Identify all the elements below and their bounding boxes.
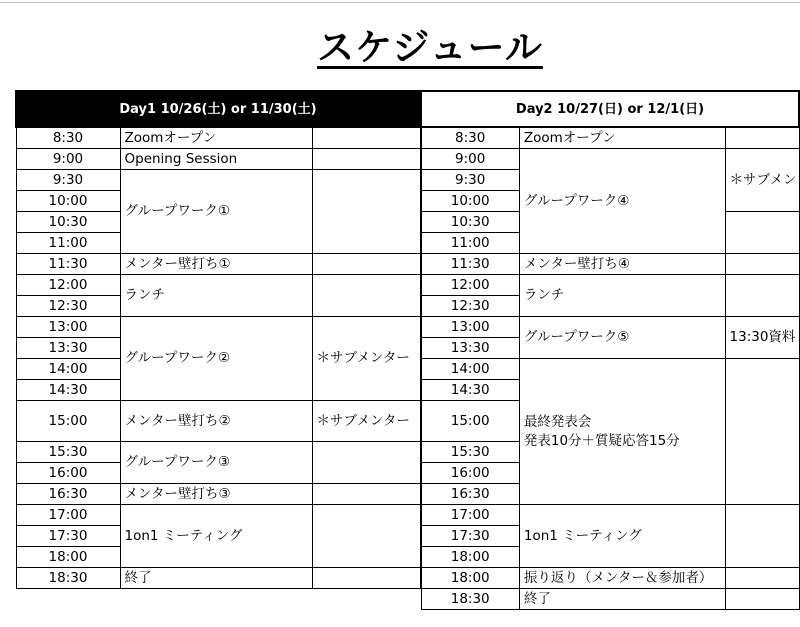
time-cell: 11:00	[16, 233, 120, 254]
event-opening-session: Opening Session	[120, 149, 312, 170]
time-cell: 10:30	[16, 212, 120, 233]
note-cell	[725, 212, 799, 254]
note-cell	[312, 170, 420, 254]
time-cell: 9:30	[16, 170, 120, 191]
event-end: 終了	[120, 568, 312, 589]
event-final-presentation	[519, 359, 725, 505]
event-zoom-open: Zoomオープン	[519, 127, 725, 149]
time-cell: 15:00	[421, 401, 519, 442]
event-one-on-one: 1on1 ミーティング	[120, 505, 312, 568]
event-one-on-one: 1on1 ミーティング	[519, 505, 725, 568]
table-row	[421, 127, 799, 149]
time-cell: 15:00	[16, 401, 120, 442]
day2-header-row	[421, 91, 799, 127]
note-cell	[725, 127, 799, 149]
time-cell: 18:00	[16, 547, 120, 568]
time-cell: 15:30	[421, 442, 519, 463]
event-group-work-5: グループワーク⑤	[519, 317, 725, 359]
time-cell: 13:00	[421, 317, 519, 338]
table-row	[16, 254, 420, 275]
page-title: スケジュール	[317, 26, 543, 69]
time-cell: 17:00	[421, 505, 519, 526]
time-cell: 16:00	[16, 463, 120, 484]
sub-mentor-note: ＊サブメンター	[312, 401, 420, 442]
note-cell	[725, 359, 799, 505]
event-lunch: ランチ	[519, 275, 725, 317]
time-cell: 17:30	[421, 526, 519, 547]
time-cell: 9:30	[421, 170, 519, 191]
time-cell: 15:30	[16, 442, 120, 463]
time-cell: 17:30	[16, 526, 120, 547]
final-presentation-detail: 発表10分＋質疑応答15分	[523, 432, 680, 449]
note-cell	[312, 442, 420, 484]
table-row	[16, 149, 420, 170]
time-cell: 14:30	[16, 380, 120, 401]
time-cell: 18:00	[421, 568, 519, 589]
time-cell: 12:30	[16, 296, 120, 317]
time-cell: 18:30	[421, 589, 519, 610]
time-cell: 16:00	[421, 463, 519, 484]
table-row	[421, 317, 799, 338]
table-row	[421, 149, 799, 170]
day1-header: Day1 10/26(土) or 11/30(土)	[16, 91, 420, 127]
note-cell	[725, 589, 799, 610]
day2-header: Day2 10/27(日) or 12/1(日)	[421, 91, 799, 127]
table-row	[16, 442, 420, 463]
time-cell: 16:30	[421, 484, 519, 505]
table-row	[16, 401, 420, 442]
sub-mentor-note: ＊サブメンター	[312, 317, 420, 401]
table-row	[421, 589, 799, 610]
table-row	[421, 505, 799, 526]
time-cell: 14:30	[421, 380, 519, 401]
table-row	[16, 568, 420, 589]
event-mentor-3: メンター壁打ち③	[120, 484, 312, 505]
table-row	[421, 254, 799, 275]
note-cell	[312, 568, 420, 589]
time-cell: 12:00	[421, 275, 519, 296]
time-cell: 14:00	[16, 359, 120, 380]
day1-header-row	[16, 91, 420, 127]
note-cell	[312, 127, 420, 149]
time-cell: 12:30	[421, 296, 519, 317]
table-row	[16, 505, 420, 526]
time-cell: 11:00	[421, 233, 519, 254]
event-mentor-4: メンター壁打ち④	[519, 254, 725, 275]
time-cell: 17:00	[16, 505, 120, 526]
sub-mentor-note: ＊サブメン	[725, 149, 799, 212]
note-cell	[312, 149, 420, 170]
time-cell: 8:30	[421, 127, 519, 149]
event-mentor-2: メンター壁打ち②	[120, 401, 312, 442]
time-cell: 10:00	[16, 191, 120, 212]
event-end: 終了	[519, 589, 725, 610]
time-cell: 18:30	[16, 568, 120, 589]
time-cell: 12:00	[16, 275, 120, 296]
time-cell: 10:30	[421, 212, 519, 233]
time-cell: 11:30	[16, 254, 120, 275]
final-presentation-title: 最終発表会	[523, 413, 592, 430]
event-group-work-2: グループワーク②	[120, 317, 312, 401]
table-row	[16, 317, 420, 338]
event-group-work-1: グループワーク①	[120, 170, 312, 254]
time-cell: 8:30	[16, 127, 120, 149]
event-group-work-3: グループワーク③	[120, 442, 312, 484]
note-cell	[725, 254, 799, 275]
event-group-work-4: グループワーク④	[519, 149, 725, 254]
table-row	[16, 127, 420, 149]
table-row	[421, 275, 799, 296]
note-cell	[312, 254, 420, 275]
table-row	[16, 170, 420, 191]
event-mentor-1: メンター壁打ち①	[120, 254, 312, 275]
event-lunch: ランチ	[120, 275, 312, 317]
event-zoom-open: Zoomオープン	[120, 127, 312, 149]
event-reflection: 振り返り（メンター＆参加者）	[519, 568, 725, 589]
note-cell	[725, 568, 799, 589]
table-row	[421, 359, 799, 380]
time-cell: 13:30	[16, 338, 120, 359]
time-cell: 11:30	[421, 254, 519, 275]
materials-note: 13:30資料	[725, 317, 799, 359]
time-cell: 16:30	[16, 484, 120, 505]
time-cell: 10:00	[421, 191, 519, 212]
top-rule	[0, 2, 800, 3]
table-row	[16, 275, 420, 296]
time-cell: 18:00	[421, 547, 519, 568]
note-cell	[312, 505, 420, 568]
table-row	[421, 568, 799, 589]
note-cell	[312, 484, 420, 505]
note-cell	[312, 275, 420, 317]
day1-schedule-table	[15, 90, 421, 589]
table-row	[16, 484, 420, 505]
time-cell: 9:00	[421, 149, 519, 170]
time-cell: 13:00	[16, 317, 120, 338]
note-cell	[725, 275, 799, 317]
day2-schedule-table	[420, 90, 800, 610]
note-cell	[725, 505, 799, 568]
time-cell: 14:00	[421, 359, 519, 380]
time-cell: 13:30	[421, 338, 519, 359]
time-cell: 9:00	[16, 149, 120, 170]
